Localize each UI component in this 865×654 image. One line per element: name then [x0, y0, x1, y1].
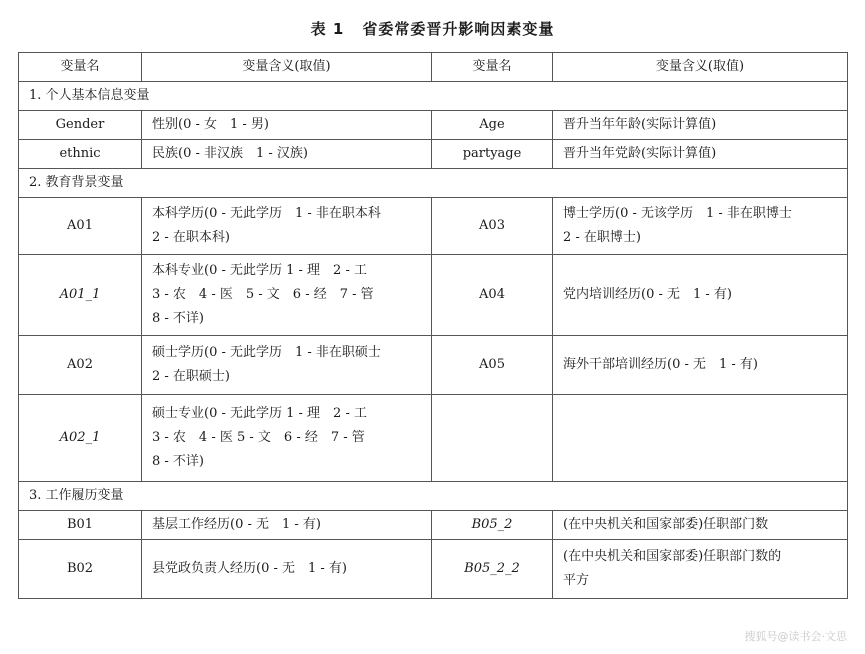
- var-meaning-cell: [142, 198, 432, 255]
- section-row: [19, 169, 848, 198]
- table-row: [19, 198, 848, 255]
- watermark-text: 搜狐号@读书会·文思: [744, 630, 847, 643]
- meaning-line: 本科学历(0 - 无此学历 1 - 非在职本科: [152, 206, 381, 221]
- table-row: [19, 255, 848, 336]
- var-meaning-cell: 性别(0 - 女 1 - 男): [142, 111, 432, 140]
- var-meaning-cell: 海外干部培训经历(0 - 无 1 - 有): [553, 336, 848, 395]
- var-meaning-cell: 基层工作经历(0 - 无 1 - 有): [142, 511, 432, 540]
- var-name-cell: A01_1: [19, 255, 142, 336]
- var-name-cell: A05: [432, 336, 553, 395]
- table-row: [19, 540, 848, 599]
- var-meaning-cell: 县党政负责人经历(0 - 无 1 - 有): [142, 540, 432, 599]
- var-name-cell: A02_1: [19, 395, 142, 482]
- var-meaning-cell: 晋升当年党龄(实际计算值): [553, 140, 848, 169]
- var-meaning-cell: 民族(0 - 非汉族 1 - 汉族): [142, 140, 432, 169]
- table-caption: 省委常委晋升影响因素变量: [362, 20, 555, 38]
- var-meaning-cell: [553, 540, 848, 599]
- meaning-line: 2 - 在职硕士): [152, 369, 231, 384]
- var-meaning-cell: [142, 255, 432, 336]
- var-meaning-cell: [553, 395, 848, 482]
- var-name-cell: B01: [19, 511, 142, 540]
- table-title: [0, 18, 865, 39]
- meaning-line: 3 - 农 4 - 医 5 - 文 6 - 经 7 - 管: [152, 430, 365, 445]
- section-personal-info: 1. 个人基本信息变量: [19, 82, 848, 111]
- section-row: [19, 82, 848, 111]
- var-meaning-cell: [142, 336, 432, 395]
- var-meaning-cell: 晋升当年年龄(实际计算值): [553, 111, 848, 140]
- var-name-cell: Gender: [19, 111, 142, 140]
- meaning-line: 8 - 不详): [152, 454, 205, 469]
- meaning-line: 硕士专业(0 - 无此学历 1 - 理 2 - 工: [152, 406, 367, 421]
- meaning-line: 平方: [563, 573, 590, 588]
- section-row: [19, 482, 848, 511]
- header-row: [19, 53, 848, 82]
- var-name-cell: B05_2_2: [432, 540, 553, 599]
- meaning-line: 3 - 农 4 - 医 5 - 文 6 - 经 7 - 管: [152, 287, 374, 302]
- var-name-cell: [432, 395, 553, 482]
- meaning-line: 8 - 不详): [152, 311, 205, 326]
- meaning-line: 2 - 在职本科): [152, 230, 231, 245]
- table-row: [19, 140, 848, 169]
- meaning-line: (在中央机关和国家部委)任职部门数的: [563, 549, 782, 564]
- meaning-line: 博士学历(0 - 无该学历 1 - 非在职博士: [563, 206, 792, 221]
- header-meaning-2: 变量含义(取值): [553, 53, 848, 82]
- var-meaning-cell: (在中央机关和国家部委)任职部门数: [553, 511, 848, 540]
- var-name-cell: A02: [19, 336, 142, 395]
- var-meaning-cell: [142, 395, 432, 482]
- var-name-cell: B02: [19, 540, 142, 599]
- header-varname-2: 变量名: [432, 53, 553, 82]
- var-meaning-cell: [553, 198, 848, 255]
- var-name-cell: A03: [432, 198, 553, 255]
- meaning-line: 硕士学历(0 - 无此学历 1 - 非在职硕士: [152, 345, 381, 360]
- table-row: [19, 511, 848, 540]
- var-name-cell: A01: [19, 198, 142, 255]
- table-row: [19, 111, 848, 140]
- header-varname-1: 变量名: [19, 53, 142, 82]
- var-meaning-cell: 党内培训经历(0 - 无 1 - 有): [553, 255, 848, 336]
- table-number: 表 1: [310, 20, 345, 38]
- variables-table: [18, 52, 848, 599]
- meaning-line: 本科专业(0 - 无此学历 1 - 理 2 - 工: [152, 263, 367, 278]
- header-meaning-1: 变量含义(取值): [142, 53, 432, 82]
- var-name-cell: B05_2: [432, 511, 553, 540]
- var-name-cell: ethnic: [19, 140, 142, 169]
- var-name-cell: A04: [432, 255, 553, 336]
- table-row: [19, 336, 848, 395]
- section-education: 2. 教育背景变量: [19, 169, 848, 198]
- section-work-history: 3. 工作履历变量: [19, 482, 848, 511]
- table-row: [19, 395, 848, 482]
- meaning-line: 2 - 在职博士): [563, 230, 642, 245]
- var-name-cell: partyage: [432, 140, 553, 169]
- var-name-cell: Age: [432, 111, 553, 140]
